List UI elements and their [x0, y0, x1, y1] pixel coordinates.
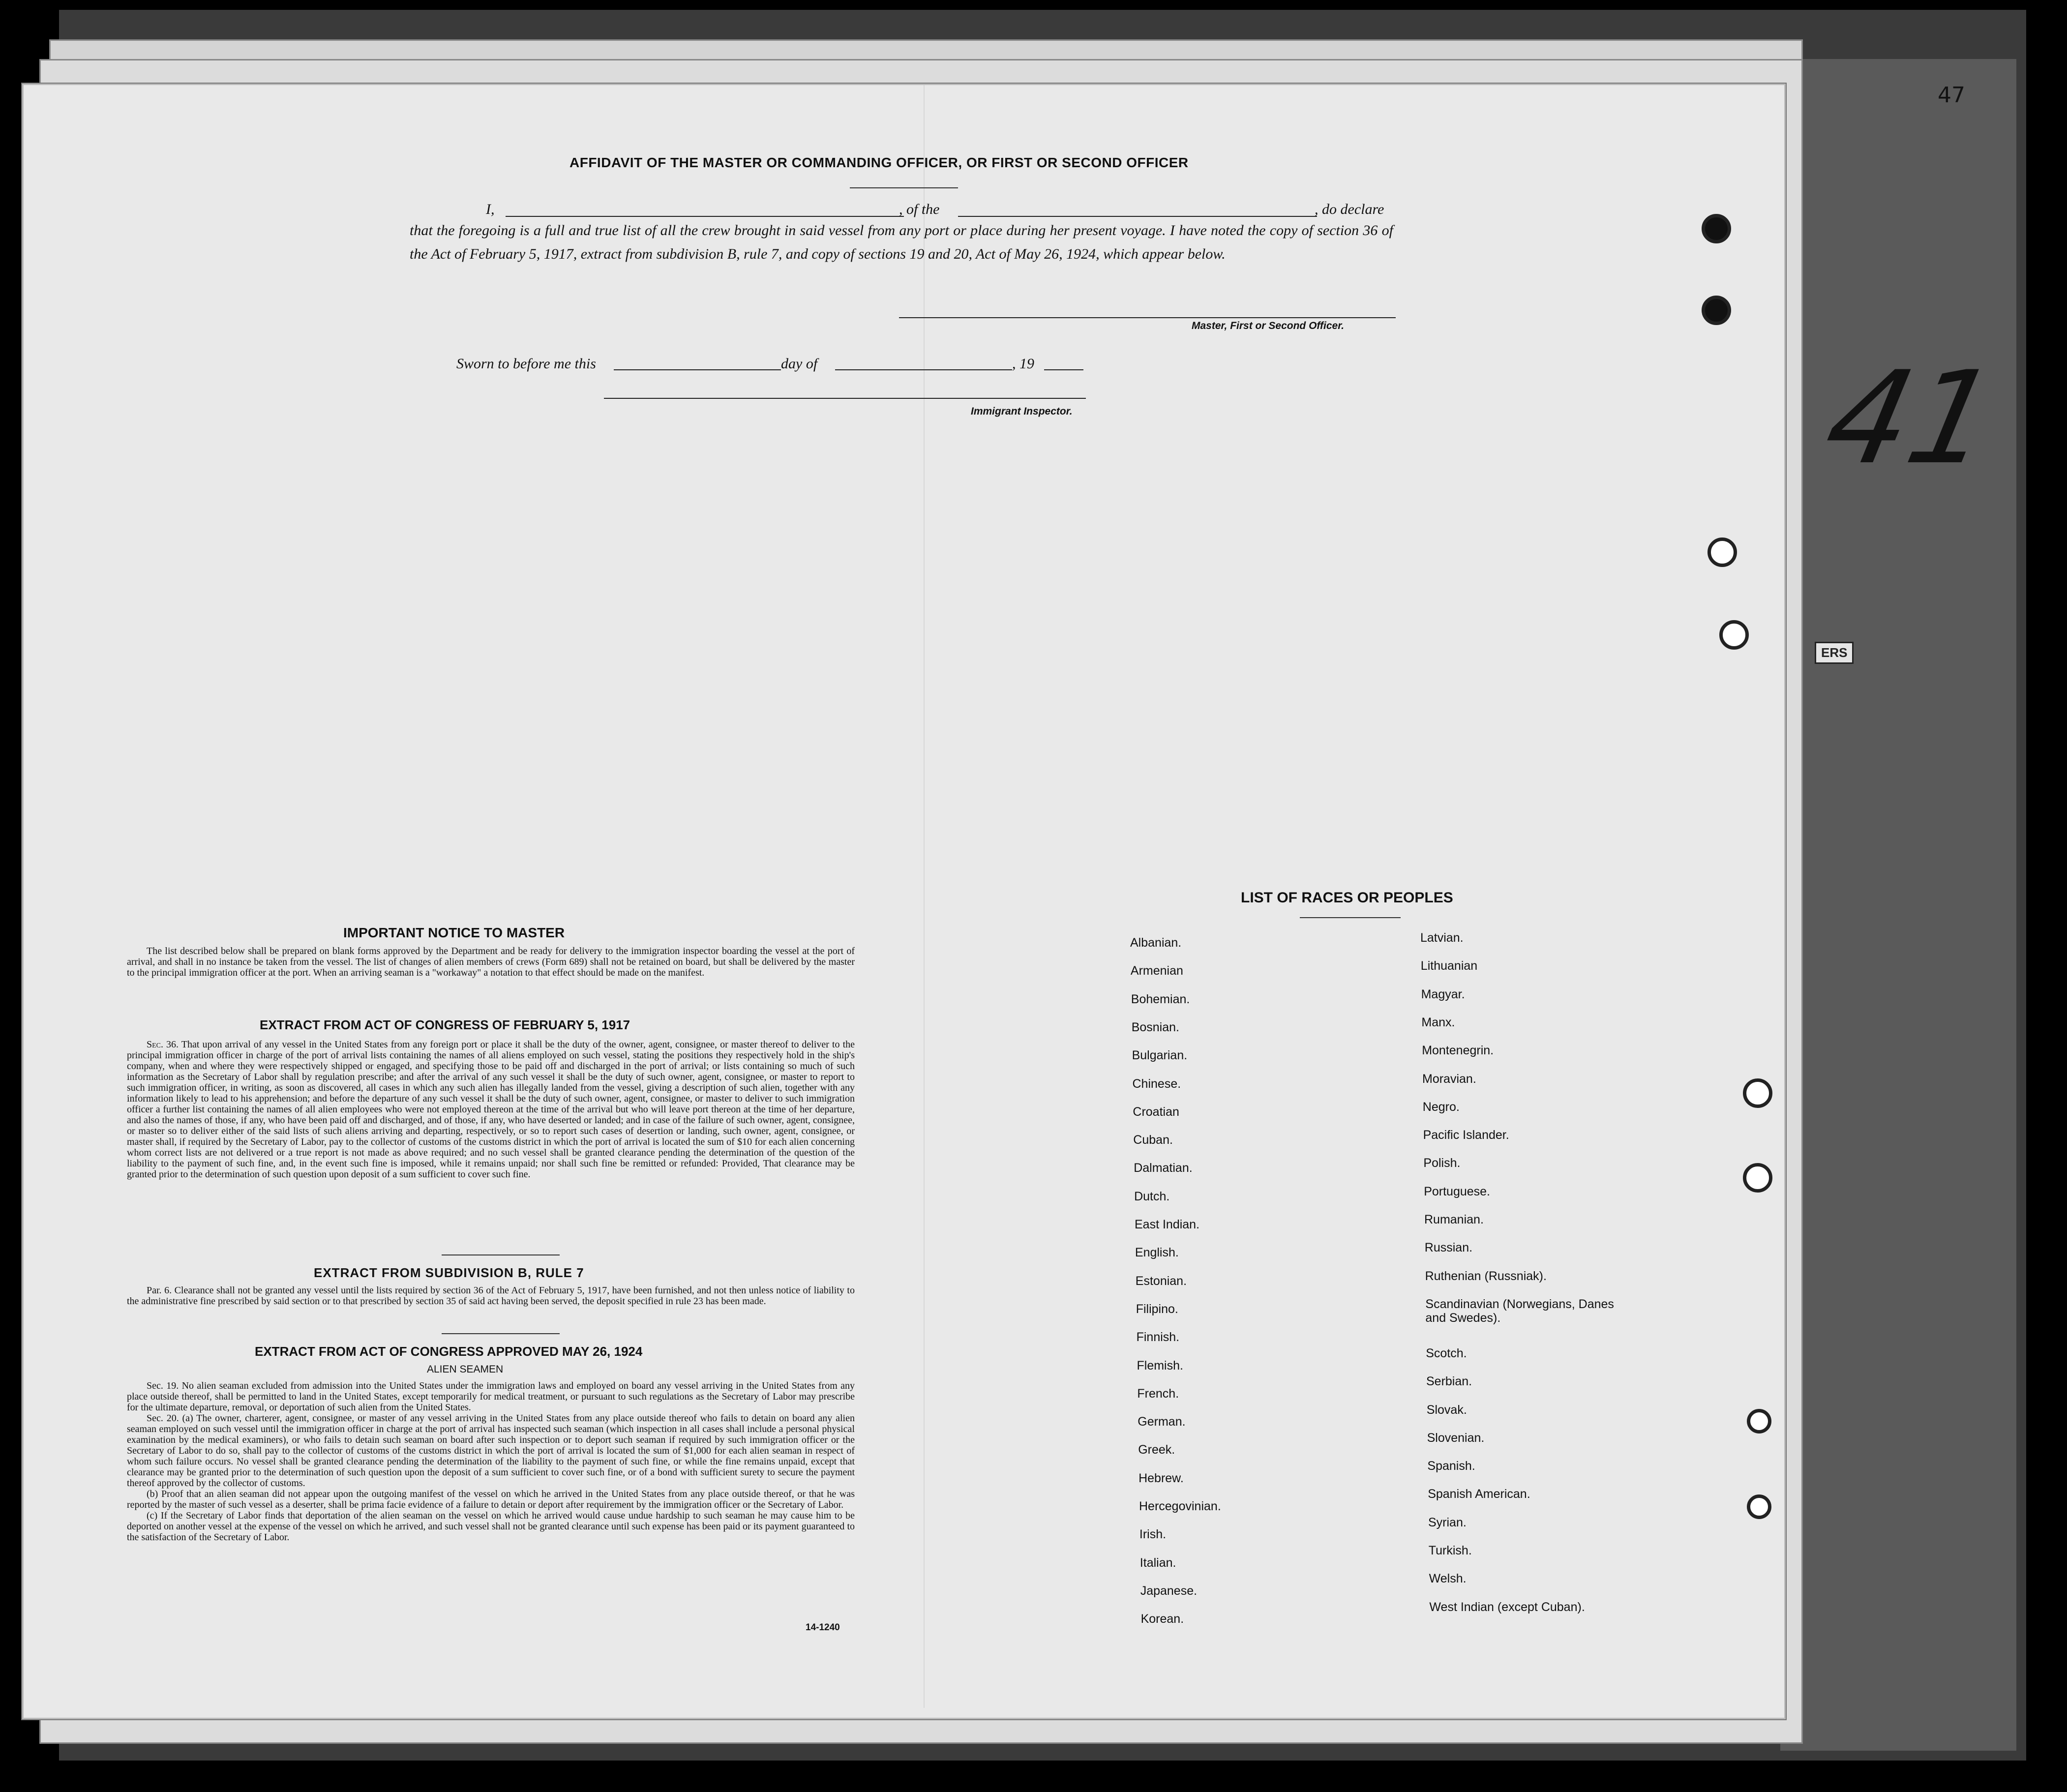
race-item: Slovenian. [1427, 1431, 1485, 1445]
punch-hole [1702, 296, 1731, 325]
affidavit-title: AFFIDAVIT OF THE MASTER OR COMMANDING OFFICER, OR FIRST OR SECOND OFFICER [569, 155, 1189, 170]
year-field[interactable] [1044, 369, 1083, 370]
race-item: East Indian. [1135, 1218, 1200, 1231]
extract-1917-body [127, 1039, 855, 1180]
race-item: Greek. [1138, 1443, 1175, 1457]
name-field[interactable] [506, 216, 904, 217]
alien-seamen-subtitle: ALIEN SEAMEN [427, 1364, 504, 1375]
race-item: West Indian (except Cuban). [1429, 1600, 1585, 1614]
race-item: Montenegrin. [1422, 1044, 1494, 1058]
race-item: Negro. [1422, 1100, 1460, 1114]
line-mid: , of the [899, 201, 940, 217]
race-item: Dutch. [1134, 1189, 1170, 1203]
race-item: Syrian. [1428, 1515, 1467, 1529]
month-field[interactable] [835, 369, 1012, 370]
race-item: Irish. [1139, 1527, 1167, 1542]
sec20b-text: (b) Proof that an alien seaman did not appear upon the outgoing manifest of the vessel on which he arrived in the United States from any place outside thereof, or that he was reported by the master of such vessel as a deserter, shall be prima facie evidence of a failure to detain or deport after requirement by the immigration officer or the Secretary of Labor. [127, 1489, 855, 1510]
form-page [22, 84, 1786, 1719]
line-suffix: , do declare [1315, 201, 1384, 217]
race-item: Korean. [1140, 1612, 1184, 1626]
inspector-label: Immigrant Inspector. [971, 406, 1073, 417]
sec20c-text: (c) If the Secretary of Labor finds that deportation of the alien seaman on the vessel on which he arrived would cause undue hardship to such seaman he may cause him to be deported on another vessel at the expense of the vessel on which he arrived, and such vessel shall not be granted clearance until such expense has been paid or its payment guaranteed to the satisfaction of the Secretary of Labor. [127, 1510, 855, 1543]
declare-line [466, 201, 1401, 221]
race-item: Cuban. [1133, 1133, 1173, 1147]
race-item: Hebrew. [1138, 1471, 1184, 1485]
folder-edge [1780, 59, 2016, 1751]
extract-1924-body [127, 1380, 855, 1543]
side-tab-label: ERS [1815, 642, 1854, 664]
race-item: Chinese. [1132, 1076, 1181, 1091]
race-item: Italian. [1139, 1555, 1176, 1570]
punch-hole [1743, 1078, 1772, 1108]
race-item: Hercegovinian. [1139, 1499, 1221, 1513]
title-rule [850, 187, 958, 188]
signature-line[interactable] [899, 317, 1396, 318]
section-rule [442, 1254, 560, 1255]
rule7-body: Par. 6. Clearance shall not be granted any vessel until the lists required by section 36 of the Act of February 5, 1917, have been furnished, and not then unless notice of liability to the administrative fine prescribed by said section or to that prescribed by section 35 of said act having been served, the deposit specified in rule 23 has been made. [127, 1285, 855, 1307]
race-item: Latvian. [1420, 931, 1464, 945]
races-title-rule [1300, 917, 1401, 918]
race-item: Ruthenian (Russniak). [1425, 1269, 1547, 1283]
race-item: Spanish American. [1428, 1487, 1530, 1501]
extract-1917-title: EXTRACT FROM ACT OF CONGRESS OF FEBRUARY 5, 1917 [260, 1017, 630, 1032]
race-item: Croatian [1133, 1105, 1179, 1119]
race-item: Rumanian. [1424, 1213, 1484, 1226]
page-fold-line [924, 85, 925, 1708]
race-item: Portuguese. [1424, 1184, 1491, 1198]
sworn-line [456, 356, 1145, 375]
race-item: Estonian. [1135, 1274, 1187, 1288]
signature-label: Master, First or Second Officer. [1192, 320, 1345, 331]
race-item: Dalmatian. [1134, 1161, 1193, 1175]
race-item: German. [1138, 1415, 1186, 1429]
races-title: LIST OF RACES OR PEOPLES [1241, 890, 1453, 906]
sec36-text: That upon arrival of any vessel in the United States from any foreign port or place it shall be the duty of the owner, agent, consignee, or master thereof to deliver to the principal immigration officer in charge of the port of arrival lists containing the names of all aliens employed on such vessel, stating the positions they respectively hold in the ship's company, when and where they were respectively shipped or engaged, and specifying those to be paid off and discharged in the port of arrival; or lists containing so much of such information as the Secretary of Labor shall by regulation prescribe; and after the arrival of any such vessel it shall be the duty of such owner, agent, consignee, or master to report to such immigration officer, in writing, as soon as discovered, all cases in which any such alien has illegally landed from the vessel, giving a description of such alien, together with any information likely to lead to his apprehension; and before the departure of any such vessel it shall be the duty of such owner, agent, consignee, or master to deliver to such immigration officer a further list containing the names of all alien employees who were not employed thereon at the time of the arrival but who will leave port thereon at the time of her departure, and also the names of those, if any, who have been paid off and discharged, and of those, if any, who have deserted or landed; and in case of the failure of such owner, agent, consignee, or master so to deliver either of the said lists of such aliens arriving and departing, respectively, or so to report such cases of desertion or landing, such owner, agent, consignee, or master shall, if required by the Secretary of Labor, pay to the collector of customs of the customs district in which the port of arrival is located the sum of $10 for each alien concerning whom correct lists are not delivered or a true report is not made as above required; and no such vessel shall be granted clearance pending the determination of the question of the liability to the payment of such fine, and, in the event such fine is imposed, while it remains unpaid; nor shall such fine be remitted or refunded: Provided, That clearance may be granted prior to the determination of such question upon deposit of a sum sufficient to cover such fine. [127, 1039, 855, 1180]
race-item: Albanian. [1130, 936, 1182, 950]
race-item: Russian. [1424, 1241, 1473, 1255]
affidavit-body: that the foregoing is a full and true list of all the crew brought in said vessel from any port or place during her present voyage. I have noted the copy of section 36 of the Act of February 5, 1917, extract from subdivision B, rule 7, and copy of sections 19 and 20, Act of May 26, 1924, which appear below. [410, 222, 1393, 262]
punch-hole [1702, 214, 1731, 243]
punch-hole [1708, 538, 1737, 567]
race-item: Serbian. [1426, 1374, 1472, 1389]
race-item: Welsh. [1429, 1572, 1467, 1586]
day-field[interactable] [614, 369, 781, 370]
race-item: Bohemian. [1131, 992, 1190, 1006]
sec19-text: Sec. 19. No alien seaman excluded from admission into the United States under the immigration laws and employed on board any vessel arriving in the United States from any place outside thereof, shall be permitted to land in the United States, except temporarily for medical treatment, or pursuant to such regulations as the Secretary of Labor may prescribe for the ultimate departure, removal, or deportation of such alien from the United States. [127, 1380, 855, 1413]
race-item: Finnish. [1136, 1330, 1180, 1344]
sworn-prefix: Sworn to before me this [456, 356, 596, 372]
race-item: Spanish. [1427, 1459, 1475, 1473]
line-prefix: I, [486, 201, 495, 217]
race-item: Bulgarian. [1132, 1048, 1188, 1063]
form-number: 14-1240 [806, 1622, 840, 1633]
rule7-title: EXTRACT FROM SUBDIVISION B, RULE 7 [314, 1265, 584, 1280]
page-number: 47 [1938, 83, 1965, 108]
race-item: Pacific Islander. [1423, 1128, 1509, 1142]
race-item: Slovak. [1426, 1403, 1467, 1417]
section-rule [442, 1333, 560, 1334]
race-item: Flemish. [1137, 1358, 1183, 1373]
race-item: Manx. [1421, 1015, 1455, 1029]
race-item: Filipino. [1136, 1302, 1178, 1316]
race-item: Bosnian. [1131, 1020, 1179, 1034]
vessel-field[interactable] [958, 216, 1317, 217]
race-item: French. [1137, 1386, 1179, 1401]
margin-handwriting: 41 [1813, 344, 2008, 493]
sec20a-text: Sec. 20. (a) The owner, charterer, agent, consignee, or master of any vessel arriving in the United States from any place outside thereof who fails to detain on board any alien seaman employed on such vessel until the immigration officer in charge at the port of arrival has inspected such seaman (which inspection in all cases shall include a personal physical examination by the medical examiners), or who fails to detain such seaman on board after such inspection or to deport such seaman if required by such immigration officer or the Secretary of Labor to do so, shall pay to the collector of customs of the customs district in which the port of arrival is located the sum of $1,000 for each alien seaman in respect of whom such failure occurs. No vessel shall be granted clearance pending the determination of the liability to the payment of such fine, or while the fine remains unpaid, except that clearance may be granted prior to the determination of such question upon the deposit of a sum sufficient to cover such fine, or of a bond with sufficient surety to secure the payment thereof approved by the collector of customs. [127, 1413, 855, 1489]
race-item: Armenian [1130, 964, 1183, 978]
inspector-signature-line[interactable] [604, 398, 1086, 399]
race-item: Polish. [1423, 1156, 1461, 1170]
punch-hole [1747, 1409, 1771, 1434]
race-item: Japanese. [1140, 1583, 1198, 1598]
punch-hole [1743, 1163, 1772, 1193]
sworn-day: day of [781, 356, 818, 372]
notice-title: IMPORTANT NOTICE TO MASTER [343, 925, 565, 940]
race-item: Scandinavian (Norwegians, Danes and Swedes). [1425, 1297, 1614, 1325]
sworn-year: , 19 [1012, 356, 1034, 372]
race-item: English. [1135, 1246, 1179, 1260]
notice-body: The list described below shall be prepared on blank forms approved by the Department and be ready for delivery to the immigration inspector boarding the vessel at the port of arrival, and shall in no instance be taken from the vessel. The list of changes of alien members of crews (Form 689) shall not be retained on board, but shall be delivered by the master to the principal immigration officer at the port. When an arriving seaman is a "workaway" a notation to that effect should be made on the manifest. [127, 946, 855, 978]
extract-1924-title: EXTRACT FROM ACT OF CONGRESS APPROVED MAY 26, 1924 [255, 1344, 643, 1359]
race-item: Lithuanian [1420, 959, 1478, 973]
race-item: Magyar. [1421, 987, 1465, 1001]
punch-hole [1747, 1494, 1771, 1519]
race-item: Turkish. [1428, 1544, 1472, 1557]
race-item: Moravian. [1422, 1072, 1476, 1086]
race-item: Scotch. [1426, 1346, 1467, 1360]
sec36-label: Sec. 36. [147, 1039, 179, 1050]
punch-hole [1719, 620, 1749, 650]
